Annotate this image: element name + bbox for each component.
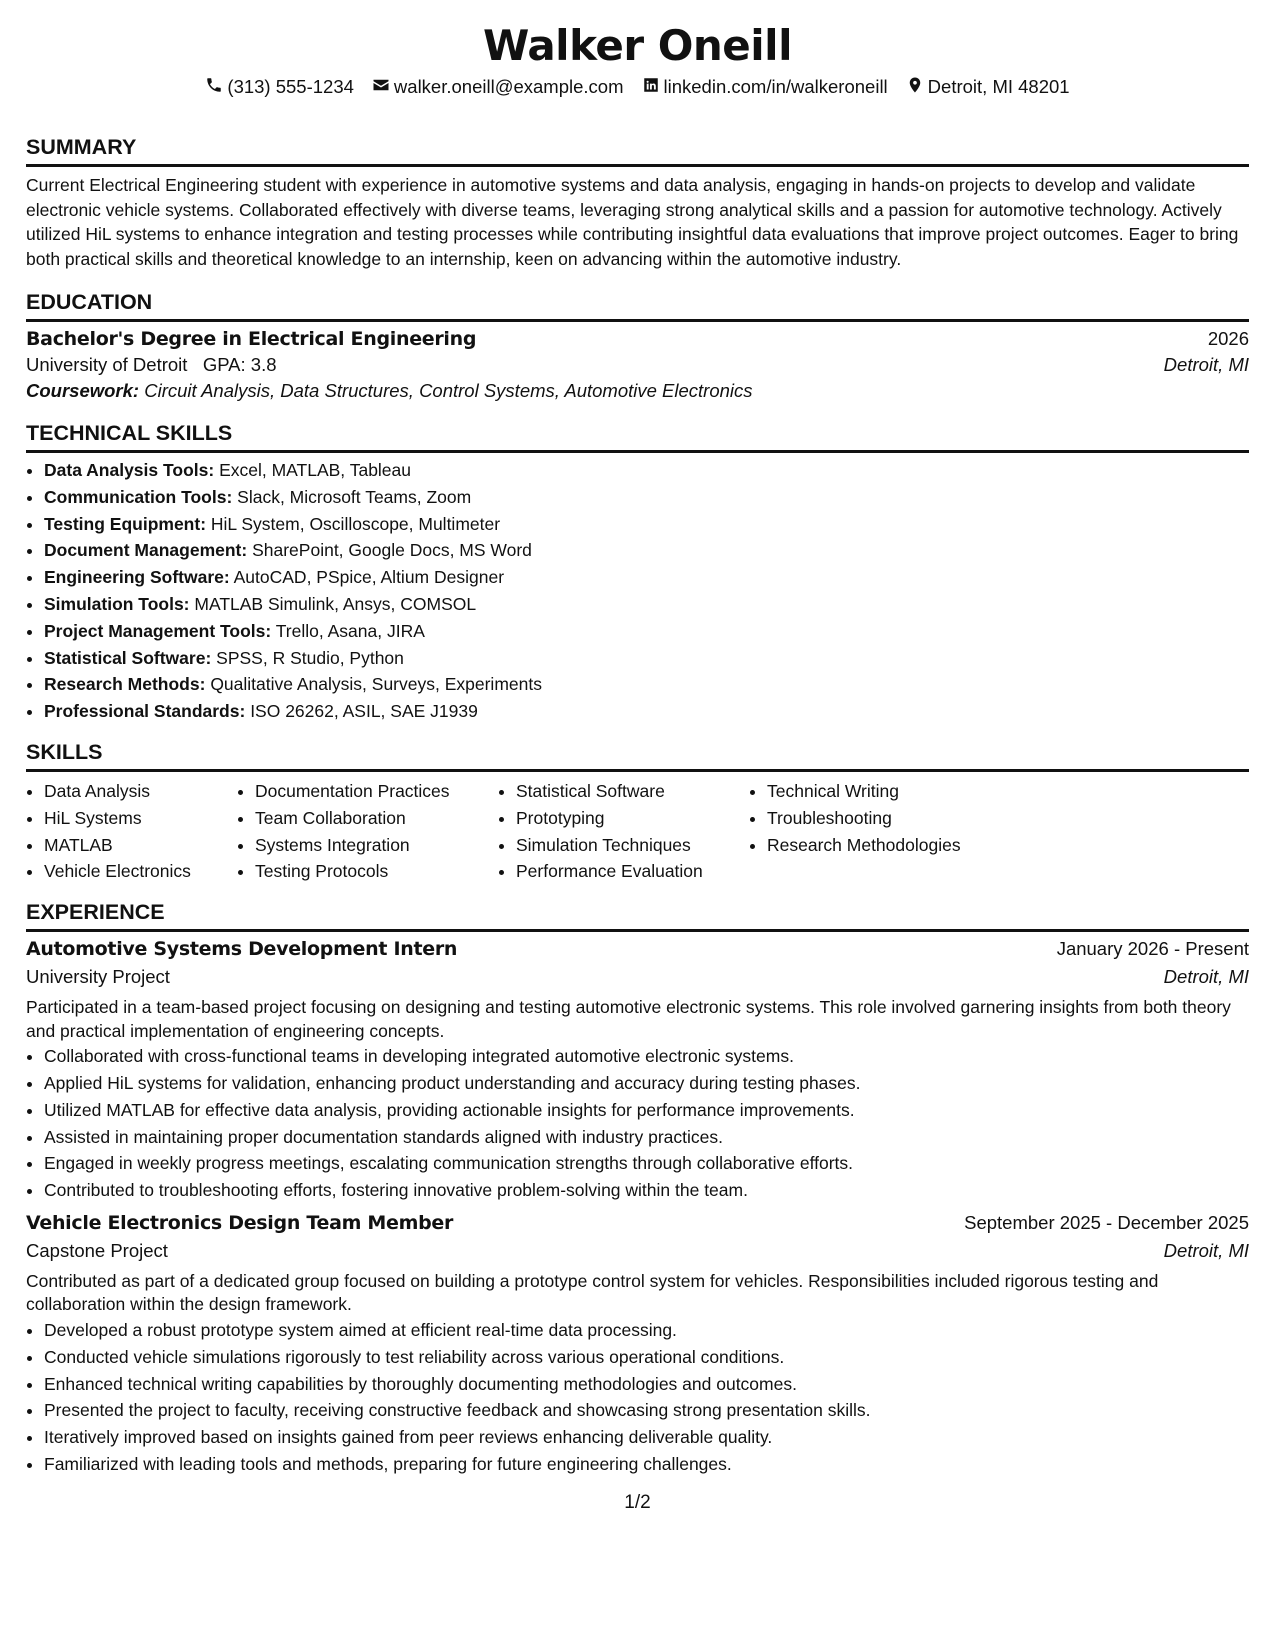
job-entry [26,938,1249,1204]
list-item: • Team Collaboration [255,805,498,832]
skill-label: Project Management Tools: [44,620,272,641]
list-item: • Presented the project to faculty, receiving constructive feedback and showcasing strong presentation skills. [44,1397,1249,1424]
list-item: • Iteratively improved based on insights gained from peer reviews enhancing deliverable quality. [44,1424,1249,1451]
skill-value: Excel, MATLAB, Tableau [219,460,412,480]
list-item: • Conducted vehicle simulations rigorously to test reliability across various operational conditions. [44,1344,1249,1371]
location-text: Detroit, MI 48201 [927,76,1070,97]
envelope-icon [372,76,390,99]
list-item: • Contributed to troubleshooting efforts, fostering innovative problem-solving within the team. [44,1177,1249,1204]
skill-value: MATLAB Simulink, Ansys, COMSOL [194,593,477,614]
list-item: • Simulation Techniques [516,832,749,859]
list-item: • Troubleshooting [767,805,1027,832]
list-item: • Engaged in weekly progress meetings, escalating communication strengths through collaborative efforts. [44,1150,1249,1177]
list-item: • Systems Integration [255,832,498,859]
skill-value: SPSS, R Studio, Python [216,647,404,668]
contact-location [906,76,1070,99]
list-item: • Developed a robust prototype system aimed at efficient real-time data processing. [44,1317,1249,1344]
job-org: University Project [26,966,170,988]
skills-grid [26,778,1249,885]
skill-value: Slack, Microsoft Teams, Zoom [237,486,472,507]
list-item: • Statistical Software [516,778,749,805]
skill-label: Document Management: [44,540,248,561]
list-item: • Data Analysis [44,778,237,805]
job-dates: January 2026 - Present [1056,938,1249,960]
skill-value: AutoCAD, PSpice, Altium Designer [233,567,505,588]
education-degree-row [26,328,1249,350]
school-location: Detroit, MI [1163,354,1249,375]
skill-label: Communication Tools: [44,486,233,507]
list-item: • Testing Protocols [255,858,498,885]
map-pin-icon [906,76,924,99]
education-heading: EDUCATION [26,289,1249,322]
skill-label: Testing Equipment: [44,513,207,534]
job-title-row [26,1212,1249,1234]
contact-linkedin[interactable] [642,76,888,99]
list-item: • Technical Writing [767,778,1027,805]
graduation-year: 2026 [1207,328,1249,349]
school-name: University of Detroit [26,354,188,375]
school-line [26,354,277,376]
list-item: • Documentation Practices [255,778,498,805]
job-org-row [26,1240,1249,1262]
skill-value: SharePoint, Google Docs, MS Word [252,540,532,561]
job-dates: September 2025 - December 2025 [964,1211,1249,1233]
list-item [44,671,1249,698]
skill-label: Professional Standards: [44,701,246,722]
list-item: • Enhanced technical writing capabilities by thoroughly documenting methodologies and outcomes. [44,1371,1249,1398]
skill-value: ISO 26262, ASIL, SAE J1939 [250,701,478,722]
job-location: Detroit, MI [1163,1239,1249,1261]
job-entry [26,1212,1249,1478]
phone-icon [205,76,223,99]
list-item [44,564,1249,591]
summary-heading: SUMMARY [26,134,1249,167]
list-item: • Utilized MATLAB for effective data analysis, providing actionable insights for performance improvements. [44,1097,1249,1124]
job-bullets [26,1043,1249,1204]
skill-value: Qualitative Analysis, Surveys, Experiments [210,674,542,695]
coursework-label: Coursework: [26,380,140,401]
job-description: Contributed as part of a dedicated group focused on building a prototype control system for vehicles. Responsibilities included rigorous testing and collaboration within the design framework. [26,1270,1159,1315]
job-role: Automotive Systems Development Intern [26,938,458,961]
job-bullets [26,1317,1249,1478]
job-location: Detroit, MI [1163,966,1249,988]
job-role: Vehicle Electronics Design Team Member [26,1211,454,1234]
list-item: • Prototyping [516,805,749,832]
list-item [44,537,1249,564]
list-item [44,645,1249,672]
job-description: Participated in a team-based project focusing on designing and testing automotive electronic systems. This role involved garnering insights from both theory and practical implementation of engineering concepts. [26,997,1231,1041]
skills-column-4 [749,778,1027,885]
skills-column-2 [237,778,498,885]
list-item: • Assisted in maintaining proper documentation standards aligned with industry practices. [44,1124,1249,1151]
list-item [44,511,1249,538]
skill-label: Data Analysis Tools: [44,460,215,480]
list-item: • Familiarized with leading tools and methods, preparing for future engineering challenges. [44,1451,1249,1478]
email-text: walker.oneill@example.com [393,76,624,97]
page-number: 1/2 [624,1492,651,1513]
summary-text: Current Electrical Engineering student with experience in automotive systems and data analysis, engaging in hands-on projects to develop and validate electronic vehicle systems. Collaborated effectively with diverse teams, leveraging strong analytical skills and a passion for automotive technology. Actively utilized HiL systems to enhance integration and testing processes while contributing insightful data evaluations that improve project outcomes. Eager to bring both practical skills and theoretical knowledge to an internship, keen on advancing within the automotive industry. [26,175,1239,269]
list-item: • Performance Evaluation [516,858,749,885]
list-item: • Collaborated with cross-functional teams in developing integrated automotive electronic systems. [44,1043,1249,1070]
job-title-row [26,938,1249,960]
job-org: Capstone Project [26,1239,168,1261]
skill-label: Research Methods: [44,674,206,695]
list-item [44,484,1249,511]
coursework-line [26,380,1249,402]
job-org-row [26,966,1249,988]
skills-column-3 [498,778,749,885]
degree-title: Bachelor's Degree in Electrical Engineering [26,328,477,350]
technical-skills-list [26,457,1249,725]
phone-text: (313) 555-1234 [227,76,354,97]
skill-label: Simulation Tools: [44,593,190,614]
list-item [44,618,1249,645]
candidate-name: Walker Oneill [483,21,792,70]
contact-phone [205,76,354,99]
list-item [44,698,1249,725]
list-item [44,457,1249,484]
skill-value: Trello, Asana, JIRA [275,620,425,641]
list-item: • Vehicle Electronics [44,858,237,885]
list-item: • HiL Systems [44,805,237,832]
skill-label: Engineering Software: [44,567,230,588]
linkedin-icon [642,76,660,99]
skills-heading: SKILLS [26,739,1249,772]
contact-email[interactable] [372,76,624,99]
skill-value: HiL System, Oscilloscope, Multimeter [210,513,501,534]
skills-column-1 [26,778,237,885]
resume-page [26,20,1249,1478]
gpa-text: GPA: 3.8 [202,354,277,375]
education-school-row [26,354,1249,376]
list-item [44,591,1249,618]
skill-label: Statistical Software: [44,647,212,668]
list-item: • Applied HiL systems for validation, enhancing product understanding and accuracy during testing phases. [44,1070,1249,1097]
linkedin-text: linkedin.com/in/walkeroneill [663,76,888,97]
technical-skills-heading: TECHNICAL SKILLS [26,420,1249,453]
contact-bar [26,74,1249,100]
list-item: • Research Methodologies [767,832,1027,859]
coursework-text: Circuit Analysis, Data Structures, Control Systems, Automotive Electronics [144,380,753,401]
experience-heading: EXPERIENCE [26,899,1249,932]
list-item: • MATLAB [44,832,237,859]
